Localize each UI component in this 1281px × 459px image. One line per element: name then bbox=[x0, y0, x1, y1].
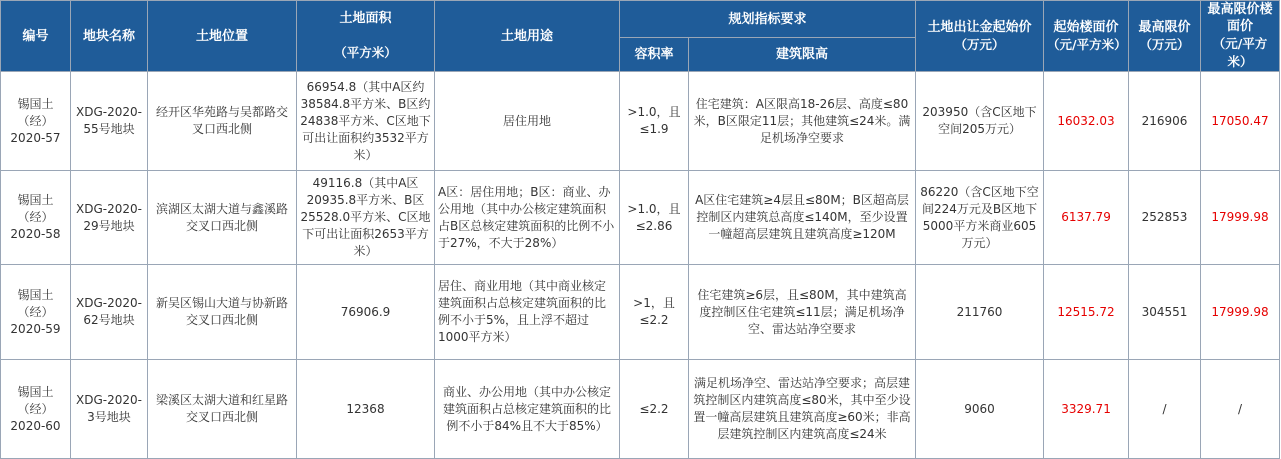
header-start-price: 土地出让金起始价 （万元） bbox=[916, 1, 1044, 72]
cell-area: 66954.8（其中A区约38584.8平方米、B区约24838平方米、C区地下可出让面积约3532平方米） bbox=[297, 72, 435, 171]
cell-start-price: 211760 bbox=[916, 265, 1044, 360]
header-plan: 规划指标要求 bbox=[620, 1, 916, 38]
cell-start-price: 203950（含C区地下空间205万元） bbox=[916, 72, 1044, 171]
cell-name: XDG-2020-29号地块 bbox=[71, 171, 148, 265]
cell-area: 12368 bbox=[297, 360, 435, 459]
cell-start-floor-price: 12515.72 bbox=[1044, 265, 1129, 360]
cell-use: 居住用地 bbox=[435, 72, 620, 171]
header-max-price: 最高限价 （万元） bbox=[1129, 1, 1201, 72]
table-row bbox=[1, 360, 1280, 459]
table-row bbox=[1, 171, 1280, 265]
cell-max-floor-price: 17050.47 bbox=[1201, 72, 1280, 171]
cell-use: A区：居住用地；B区：商业、办公用地（其中办公核定建筑面积占B区总核定建筑面积的比例不小于27%，不大于28%） bbox=[435, 171, 620, 265]
cell-far: >1，且≤2.2 bbox=[620, 265, 689, 360]
cell-use: 商业、办公用地（其中办公核定建筑面积占总核定建筑面积的比例不小于84%且不大于85%） bbox=[435, 360, 620, 459]
cell-height: 满足机场净空、雷达站净空要求；高层建筑控制区内建筑高度≤80米，其中至少设置一幢高层建筑且建筑高度≥60米；非高层建筑控制区内建筑高度≤24米 bbox=[689, 360, 916, 459]
cell-max-price: / bbox=[1129, 360, 1201, 459]
cell-height: 住宅建筑：A区限高18-26层、高度≤80米，B区限定11层；其他建筑≤24米。满足机场净空要求 bbox=[689, 72, 916, 171]
table-header bbox=[1, 1, 1280, 72]
cell-start-price: 9060 bbox=[916, 360, 1044, 459]
table-row bbox=[1, 265, 1280, 360]
cell-id: 锡国土（经）2020-59 bbox=[1, 265, 71, 360]
header-location: 土地位置 bbox=[148, 1, 297, 72]
header-height: 建筑限高 bbox=[689, 38, 916, 72]
cell-name: XDG-2020-55号地块 bbox=[71, 72, 148, 171]
cell-id: 锡国土（经）2020-58 bbox=[1, 171, 71, 265]
cell-max-floor-price: / bbox=[1201, 360, 1280, 459]
header-max-floor-price: 最高限价楼面价 （元/平方米） bbox=[1201, 1, 1280, 72]
table-row bbox=[1, 72, 1280, 171]
header-use: 土地用途 bbox=[435, 1, 620, 72]
header-name: 地块名称 bbox=[71, 1, 148, 72]
cell-start-floor-price: 16032.03 bbox=[1044, 72, 1129, 171]
cell-start-floor-price: 6137.79 bbox=[1044, 171, 1129, 265]
cell-max-floor-price: 17999.98 bbox=[1201, 265, 1280, 360]
cell-start-price: 86220（含C区地下空间224万元及B区地下5000平方米商业605万元） bbox=[916, 171, 1044, 265]
cell-area: 49116.8（其中A区20935.8平方米、B区25528.0平方米、C区地下可出让面积2653平方米） bbox=[297, 171, 435, 265]
cell-location: 梁溪区太湖大道和红星路交叉口西北侧 bbox=[148, 360, 297, 459]
cell-name: XDG-2020-3号地块 bbox=[71, 360, 148, 459]
header-far: 容积率 bbox=[620, 38, 689, 72]
cell-max-price: 304551 bbox=[1129, 265, 1201, 360]
cell-id: 锡国土（经）2020-57 bbox=[1, 72, 71, 171]
cell-use: 居住、商业用地（其中商业核定建筑面积占总核定建筑面积的比例不小于5%，且上浮不超过1000平方米） bbox=[435, 265, 620, 360]
cell-max-price: 216906 bbox=[1129, 72, 1201, 171]
cell-id: 锡国土（经）2020-60 bbox=[1, 360, 71, 459]
cell-location: 经开区华苑路与吴都路交叉口西北侧 bbox=[148, 72, 297, 171]
header-id: 编号 bbox=[1, 1, 71, 72]
cell-max-price: 252853 bbox=[1129, 171, 1201, 265]
cell-far: >1.0，且≤2.86 bbox=[620, 171, 689, 265]
cell-area: 76906.9 bbox=[297, 265, 435, 360]
cell-location: 新吴区锡山大道与协新路交叉口西北侧 bbox=[148, 265, 297, 360]
cell-height: A区住宅建筑≥4层且≤80M；B区超高层控制区内建筑总高度≤140M，至少设置一幢超高层建筑且建筑高度≥120M bbox=[689, 171, 916, 265]
cell-height: 住宅建筑≥6层，且≤80M，其中建筑高度控制区住宅建筑≤11层；满足机场净空、雷达站净空要求 bbox=[689, 265, 916, 360]
header-start-floor-price: 起始楼面价 （元/平方米） bbox=[1044, 1, 1129, 72]
header-area: 土地面积 （平方米） bbox=[297, 1, 435, 72]
cell-name: XDG-2020-62号地块 bbox=[71, 265, 148, 360]
cell-location: 滨湖区太湖大道与鑫溪路交叉口西北侧 bbox=[148, 171, 297, 265]
cell-far: >1.0，且≤1.9 bbox=[620, 72, 689, 171]
cell-start-floor-price: 3329.71 bbox=[1044, 360, 1129, 459]
cell-far: ≤2.2 bbox=[620, 360, 689, 459]
cell-max-floor-price: 17999.98 bbox=[1201, 171, 1280, 265]
